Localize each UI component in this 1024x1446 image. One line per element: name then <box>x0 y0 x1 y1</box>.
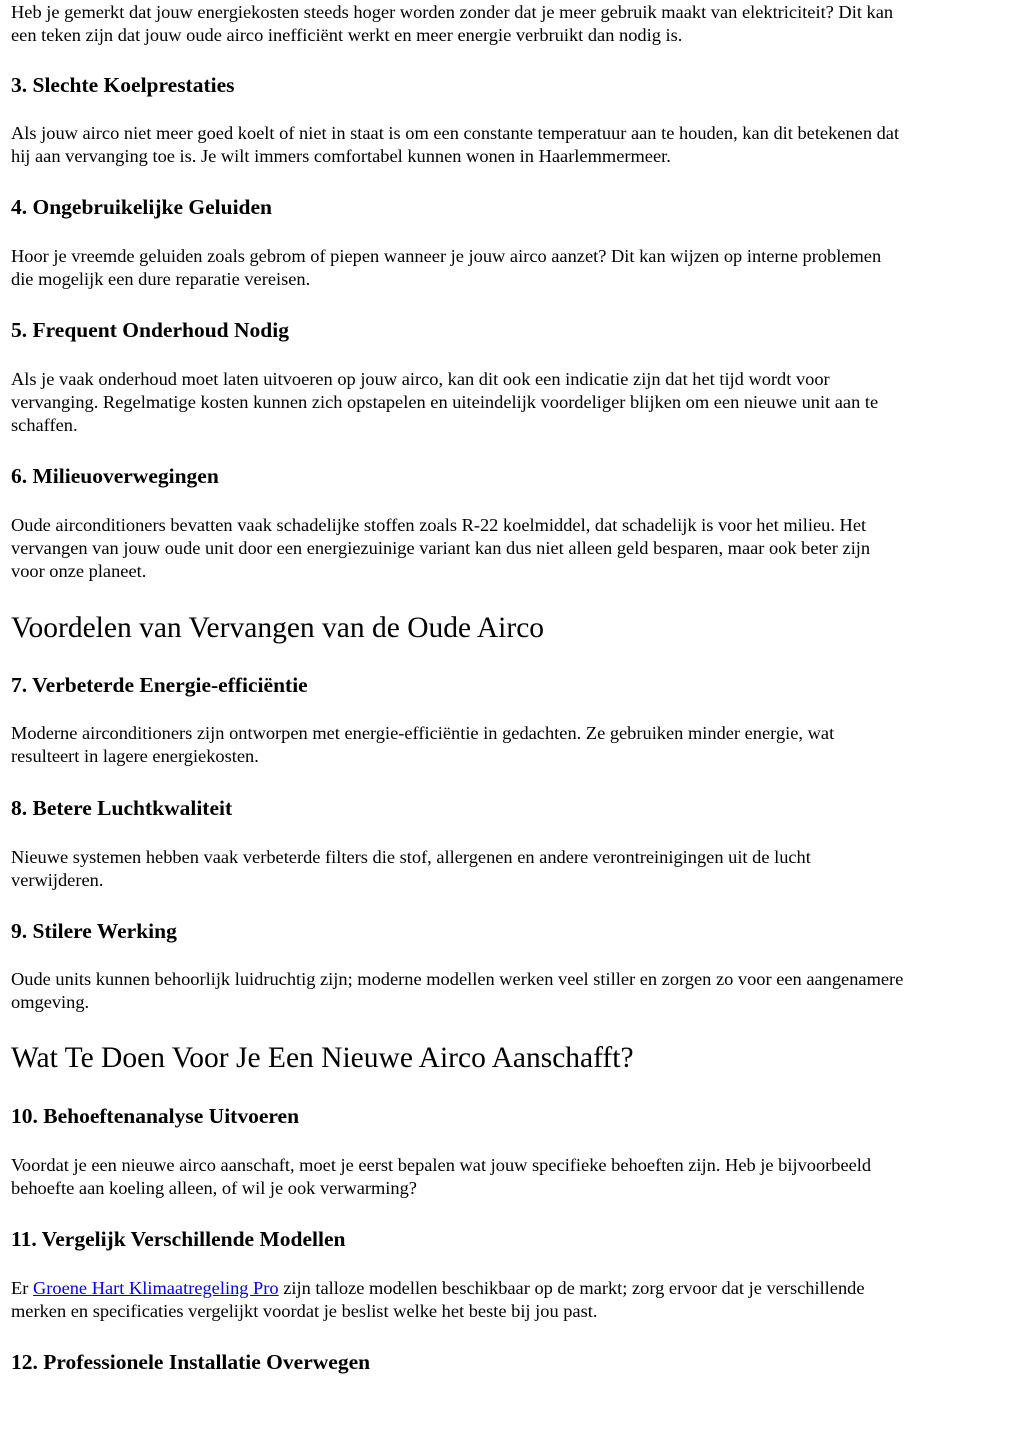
text-line <box>11 1277 1016 1300</box>
section-heading-7: 7. Verbeterde Energie-efficiëntie <box>11 673 308 697</box>
text-line: omgeving. <box>11 992 90 1012</box>
text-line: Heb je gemerkt dat jouw energiekosten steeds hoger worden zonder dat je meer gebruik maakt van elektriciteit? Dit kan <box>11 2 894 22</box>
section-9-paragraph <box>11 968 1016 1014</box>
text-line: Nieuwe systemen hebben vaak verbeterde filters die stof, allergenen en andere verontreinigingen uit de lucht <box>11 847 811 867</box>
section-heading-11: 11. Vergelijk Verschillende Modellen <box>11 1227 346 1251</box>
text-line: verwijderen. <box>11 870 104 890</box>
text-fragment: Er <box>11 1278 33 1298</box>
section-4-paragraph <box>11 245 1016 291</box>
text-line: Moderne airconditioners zijn ontworpen met energie-efficiëntie in gedachten. Ze gebruiken minder energie, wat <box>11 723 835 743</box>
text-line: merken en specificaties vergelijkt voordat je beslist welke het beste bij jou past. <box>11 1301 598 1321</box>
text-line: Voordat je een nieuwe airco aanschaft, moet je eerst bepalen wat jouw specifieke behoeften zijn. Heb je bijvoorbeeld <box>11 1155 872 1175</box>
text-line: een teken zijn dat jouw oude airco inefficiënt werkt en meer energie verbruikt dan nodig is. <box>11 25 683 45</box>
text-line: resulteert in lagere energiekosten. <box>11 746 259 766</box>
text-fragment: zijn talloze modellen beschikbaar op de markt; zorg ervoor dat je verschillende <box>278 1278 865 1298</box>
section-heading-4: 4. Ongebruikelijke Geluiden <box>11 195 273 219</box>
text-line: Als jouw airco niet meer goed koelt of niet in staat is om een constante temperatuur aan te houden, kan dit betekenen dat <box>11 123 900 143</box>
heading-wat-te-doen: Wat Te Doen Voor Je Een Nieuwe Airco Aanschafft? <box>11 1042 634 1074</box>
section-3-paragraph <box>11 122 1016 168</box>
text-line: behoefte aan koeling alleen, of wil je ook verwarming? <box>11 1178 417 1198</box>
text-line: vervanging. Regelmatige kosten kunnen zich opstapelen en uiteindelijk voordeliger blijken om een nieuwe unit aan te <box>11 392 879 412</box>
section-10-paragraph <box>11 1154 1016 1200</box>
heading-voordelen: Voordelen van Vervangen van de Oude Airco <box>11 612 545 644</box>
text-line: die mogelijk een dure reparatie vereisen. <box>11 269 311 289</box>
section-heading-5: 5. Frequent Onderhoud Nodig <box>11 318 289 342</box>
text-line: voor onze planeet. <box>11 561 147 581</box>
section-7-paragraph <box>11 722 1016 768</box>
text-line: Oude airconditioners bevatten vaak schadelijke stoffen zoals R-22 koelmiddel, dat schadelijk is voor het milieu. Het <box>11 515 867 535</box>
section-heading-3: 3. Slechte Koelprestaties <box>11 73 235 97</box>
section-heading-9: 9. Stilere Werking <box>11 919 177 943</box>
groene-hart-link[interactable]: Groene Hart Klimaatregeling Pro <box>32 1278 279 1298</box>
section-heading-12: 12. Professionele Installatie Overwegen <box>11 1350 371 1374</box>
text-line: Als je vaak onderhoud moet laten uitvoeren op jouw airco, kan dit ook een indicatie zijn dat het tijd wordt voor <box>11 369 830 389</box>
section-heading-8: 8. Betere Luchtkwaliteit <box>11 796 233 820</box>
section-11-paragraph <box>11 1277 1016 1323</box>
text-line: vervangen van jouw oude unit door een energiezuinige variant kan dus niet alleen geld besparen, maar ook beter zijn <box>11 538 871 558</box>
text-line: hij aan vervanging toe is. Je wilt immers comfortabel kunnen wonen in Haarlemmermeer. <box>11 146 671 166</box>
section-heading-6: 6. Milieuoverwegingen <box>11 464 219 488</box>
text-line: schaffen. <box>11 415 78 435</box>
section-8-paragraph <box>11 846 1016 892</box>
section-heading-10: 10. Behoeftenanalyse Uitvoeren <box>11 1104 300 1128</box>
intro-paragraph <box>11 1 1016 47</box>
section-6-paragraph <box>11 514 1016 583</box>
text-line: Hoor je vreemde geluiden zoals gebrom of piepen wanneer je jouw airco aanzet? Dit kan wijzen op interne problemen <box>11 246 882 266</box>
text-line: Oude units kunnen behoorlijk luidruchtig zijn; moderne modellen werken veel stiller en zorgen zo voor een aangenamere <box>11 969 904 989</box>
section-5-paragraph <box>11 368 1016 437</box>
